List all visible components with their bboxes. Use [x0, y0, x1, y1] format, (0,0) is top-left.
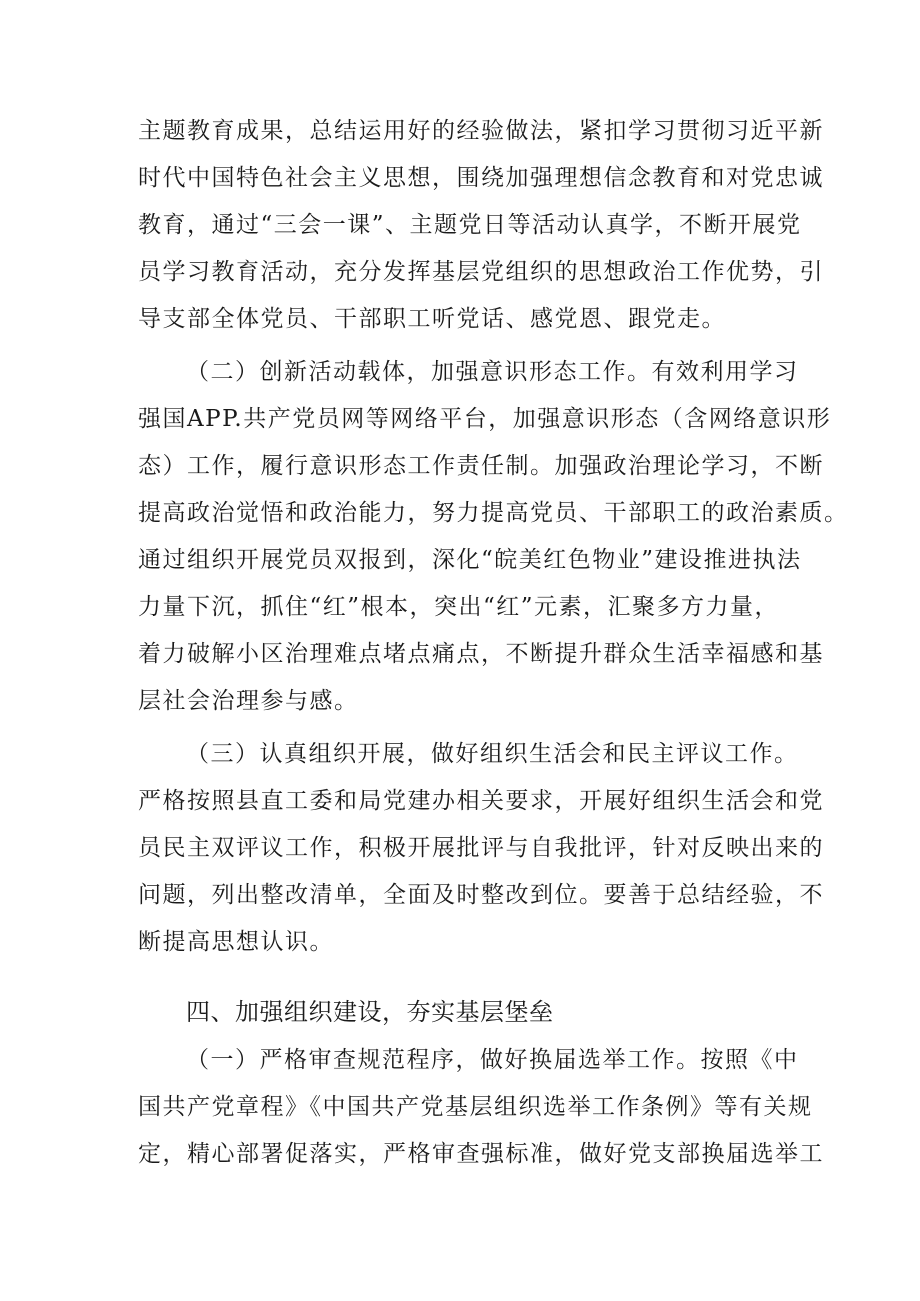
paragraph-line-indented: （一）严格审查规范程序，做好换届选举工作。按照《中	[186, 1047, 799, 1073]
paragraph-line: 时代中国特色社会主义思想，围绕加强理想信念教育和对党忠诚	[138, 165, 824, 191]
paragraph-line: 主题教育成果，总结运用好的经验做法，紧扣学习贯彻习近平新	[138, 118, 824, 144]
paragraph-line: 定，精心部署促落实，严格审查强标准，做好党支部换届选举工	[138, 1141, 824, 1167]
paragraph-line: 提高政治觉悟和政治能力，努力提高党员、干部职工的政治素质。	[138, 500, 849, 526]
paragraph-line: 态）工作，履行意识形态工作责任制。加强政治理论学习，不断	[138, 453, 824, 479]
paragraph-line-indented: （二）创新活动载体，加强意识形态工作。有效利用学习	[186, 359, 799, 385]
paragraph-line: 通过组织开展党员双报到，深化“皖美红色物业”建设推进执法	[138, 547, 802, 573]
paragraph-line: 教育，通过“三会一课”、主题党日等活动认真学，不断开展党	[138, 212, 802, 238]
paragraph-line: 着力破解小区治理难点堵点痛点，不断提升群众生活幸福感和基	[138, 641, 824, 667]
paragraph-line: 强国APP.共产党员网等网络平台，加强意识形态（含网络意识形	[138, 406, 832, 432]
paragraph-line: 导支部全体党员、干部职工听党话、感党恩、跟党走。	[138, 306, 726, 332]
paragraph-line-indented: （三）认真组织开展，做好组织生活会和民主评议工作。	[186, 741, 799, 767]
paragraph-line: 力量下沉，抓住“红”根本，突出“红”元素，汇聚多方力量，	[138, 594, 780, 620]
paragraph-line: 严格按照县直工委和局党建办相关要求，开展好组织生活会和党	[138, 788, 824, 814]
paragraph-line: 国共产党章程》《中国共产党基层组织选举工作条例》等有关规	[138, 1094, 813, 1120]
section-heading: 四、加强组织建设，夯实基层堡垒	[186, 998, 554, 1026]
paragraph-line: 问题，列出整改清单，全面及时整改到位。要善于总结经验，不	[138, 882, 824, 908]
paragraph-line: 断提高思想认识。	[138, 929, 334, 955]
paragraph-line: 层社会治理参与感。	[138, 688, 359, 714]
paragraph-line: 员民主双评议工作，积极开展批评与自我批评，针对反映出来的	[138, 835, 824, 861]
paragraph-line: 员学习教育活动，充分发挥基层党组织的思想政治工作优势，引	[138, 259, 824, 285]
